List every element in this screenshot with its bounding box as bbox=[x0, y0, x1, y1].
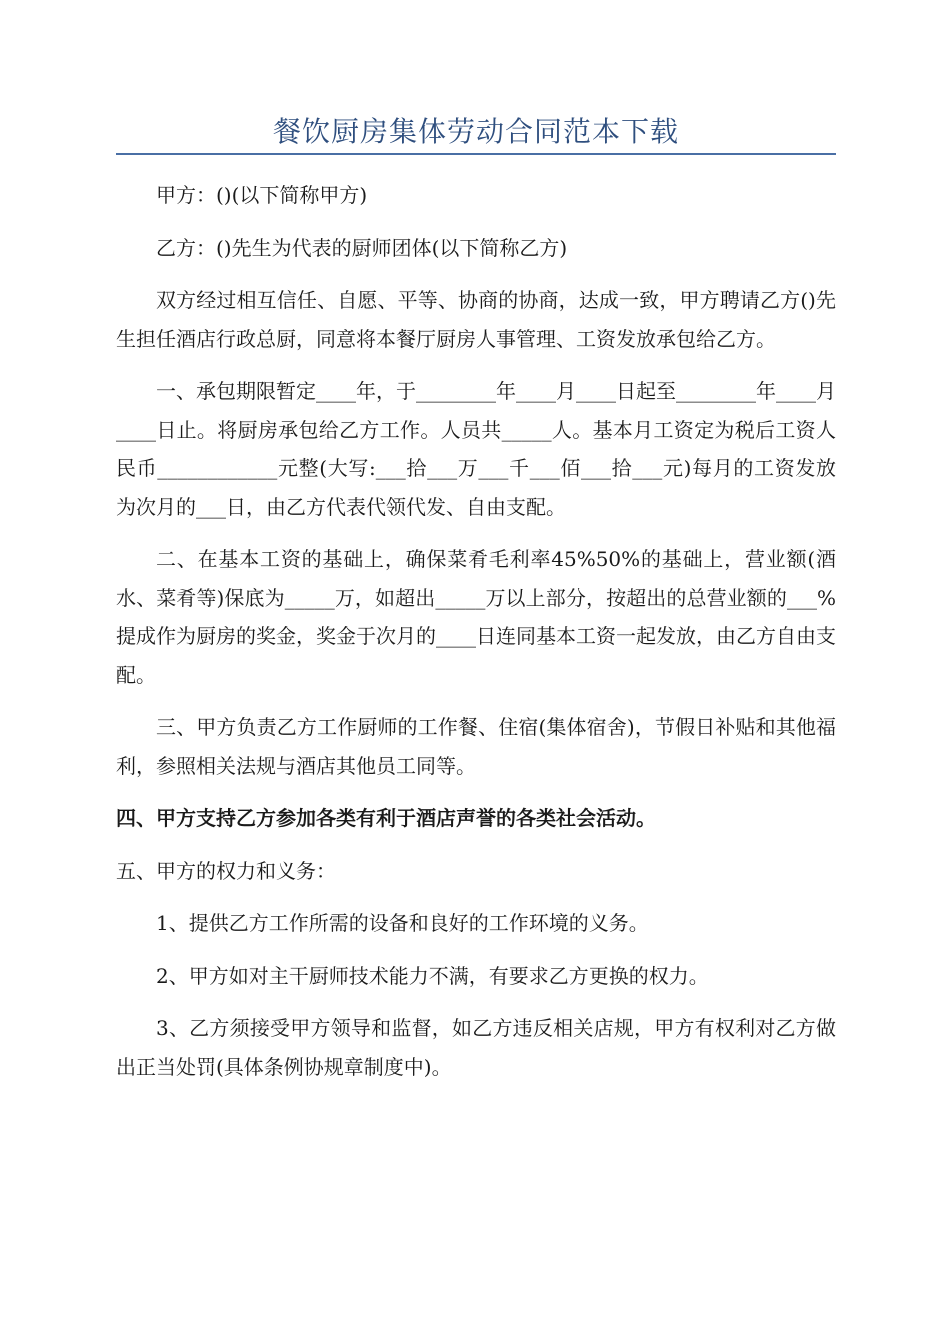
clause-4-paragraph: 四、甲方支持乙方参加各类有利于酒店声誉的各类社会活动。 bbox=[116, 806, 656, 830]
clause-5-item-1: 1、提供乙方工作所需的设备和良好的工作环境的义务。 bbox=[156, 911, 649, 935]
clause-3-paragraph: 三、甲方负责乙方工作厨师的工作餐、住宿(集体宿舍)，节假日补贴和其他福利，参照相关法规与酒店其他员工同等。 bbox=[116, 715, 836, 778]
clause-2-paragraph: 二、在基本工资的基础上，确保菜肴毛利率45%50%的基础上，营业额(酒水、菜肴等)保底为_____万，如超出_____万以上部分，按超出的总营业额的___%提成作为厨房的奖金，奖金于次月的____日连同基本工资一起发放，由乙方自由支配。 bbox=[116, 547, 836, 687]
party-b-line: 乙方：()先生为代表的厨师团体(以下简称乙方) bbox=[156, 235, 568, 260]
party-a-line: 甲方：()(以下简称甲方) bbox=[156, 183, 368, 207]
clause-5-item-2: 2、甲方如对主干厨师技术能力不满，有要求乙方更换的权力。 bbox=[156, 963, 709, 988]
preamble-paragraph: 双方经过相互信任、自愿、平等、协商的协商，达成一致，甲方聘请乙方()先生担任酒店行政总厨，同意将本餐厅厨房人事管理、工资发放承包给乙方。 bbox=[116, 288, 836, 351]
clause-5-heading: 五、甲方的权力和义务： bbox=[116, 858, 336, 883]
clause-5-item-3: 3、乙方须接受甲方领导和监督，如乙方违反相关店规，甲方有权利对乙方做出正当处罚(具体条例协规章制度中)。 bbox=[116, 1016, 836, 1079]
document-body bbox=[116, 176, 836, 1100]
clause-1-paragraph: 一、承包期限暂定____年，于________年____月____日起至________年____月____日止。将厨房承包给乙方工作。人员共_____人。基本月工资定为税后工资人民币____________元整(大写:___拾___万___千___佰___拾___元)每月的工资发放为次月的___日，由乙方代表代领代发、自由支配。 bbox=[116, 379, 836, 519]
title-underline bbox=[116, 153, 836, 155]
document-title: 餐饮厨房集体劳动合同范本下载 bbox=[272, 115, 679, 148]
